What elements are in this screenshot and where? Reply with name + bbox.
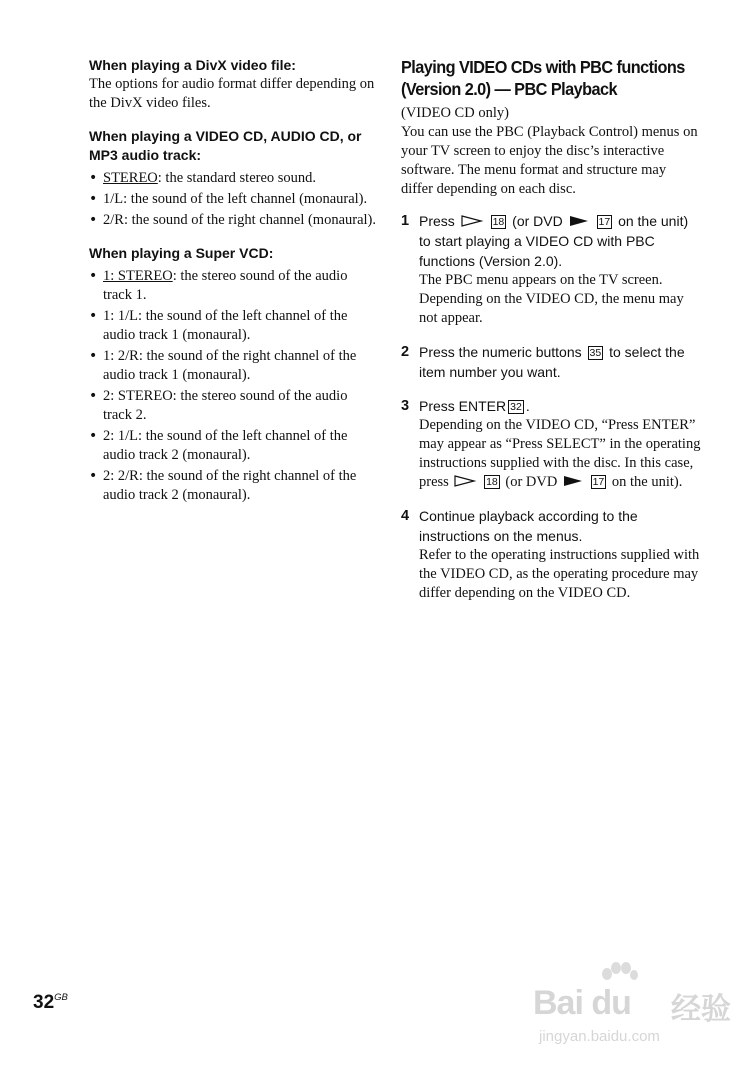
svcd-options-list (89, 267, 379, 505)
page-number: $32^{GB}$ (33, 992, 68, 1013)
step-number: 3 (401, 398, 410, 414)
left-column (89, 56, 379, 507)
video-cd-only-note: (VIDEO CD only) (401, 105, 509, 121)
page-suffix: GB (54, 992, 68, 1003)
list-item: • 1/L: the sound of the left channel (monaural). (89, 190, 379, 209)
step-number: 4 (401, 508, 410, 524)
play-outline-icon (454, 475, 476, 487)
play-filled-icon (563, 475, 583, 487)
watermark-logo: Bai du (533, 984, 631, 1022)
section-title: Playing VIDEO CDs with PBC functions (Version 2.0) — PBC Playback (401, 57, 685, 99)
step-note: Depending on the VIDEO CD, “Press ENTER” may appear as “Press SELECT” in the operating instructions supplied with the disc. In this case, press 18 (or DVD 17 on the unit). (419, 417, 701, 490)
play-filled-icon (569, 215, 589, 227)
vcd-heading: When playing a VIDEO CD, AUDIO CD, or MP3 audio track: (89, 128, 362, 163)
button-number-box: 17 (592, 476, 605, 488)
watermark-chinese: 经验 (671, 993, 731, 1026)
step-instruction: Continue playback according to the instructions on the menus. (419, 508, 638, 544)
step-instruction: Press ENTER 32 . (419, 398, 530, 414)
button-number-box: 35 (589, 347, 602, 359)
step-number: 1 (401, 213, 410, 229)
play-outline-icon (461, 215, 483, 227)
list-item: • 1: 2/R: the sound of the right channel of the audio track 1 (monaural). (89, 347, 379, 385)
button-number-box: 17 (598, 216, 611, 228)
list-item: • 2: STEREO: the stereo sound of the audio track 2. (89, 387, 379, 425)
step-1 (401, 211, 701, 328)
button-number-box: 18 (492, 216, 505, 228)
button-number-box: 18 (486, 476, 498, 488)
baidu-watermark (533, 962, 743, 1062)
list-item: • 1: STEREO: the stereo sound of the audio track 1. (89, 267, 379, 305)
step-4 (401, 506, 701, 603)
step-2 (401, 342, 701, 382)
step-note: Refer to the operating instructions supplied with the VIDEO CD, as the operating procedure may differ depending on the VIDEO CD. (419, 547, 700, 601)
step-number: 2 (401, 344, 410, 360)
intro-text: You can use the PBC (Playback Control) menus on your TV screen to enjoy the disc’s interactive software. The menu format and structure may differ depending on each disc. (401, 124, 698, 197)
step-note: The PBC menu appears on the TV screen. Depending on the VIDEO CD, the menu may not appear. (419, 272, 684, 326)
vcd-options-list (89, 169, 379, 230)
right-column (401, 56, 701, 603)
list-item: • 1: 1/L: the sound of the left channel of the audio track 1 (monaural). (89, 307, 379, 345)
step-3 (401, 396, 701, 492)
divx-text: The options for audio format differ depending on the DivX video files. (89, 76, 375, 111)
list-item: • STEREO: the standard stereo sound. (89, 169, 379, 188)
list-item: • 2/R: the sound of the right channel (monaural). (89, 211, 379, 230)
button-number-box: 32 (510, 401, 522, 413)
step-instruction: Press the numeric buttons 35 to select the item number you want. (419, 344, 685, 380)
list-item: • 2: 1/L: the sound of the left channel of the audio track 2 (monaural). (89, 427, 379, 465)
watermark-url: jingyan.baidu.com (539, 1028, 660, 1045)
step-instruction: Press 18 (or DVD 17 on the unit) to start playing a VIDEO CD with PBC functions (Version 2.0). (419, 213, 689, 269)
list-item: • 2: 2/R: the sound of the right channel of the audio track 2 (monaural). (89, 467, 379, 505)
divx-heading: When playing a DivX video file: (89, 57, 296, 73)
svcd-heading: When playing a Super VCD: (89, 245, 274, 261)
